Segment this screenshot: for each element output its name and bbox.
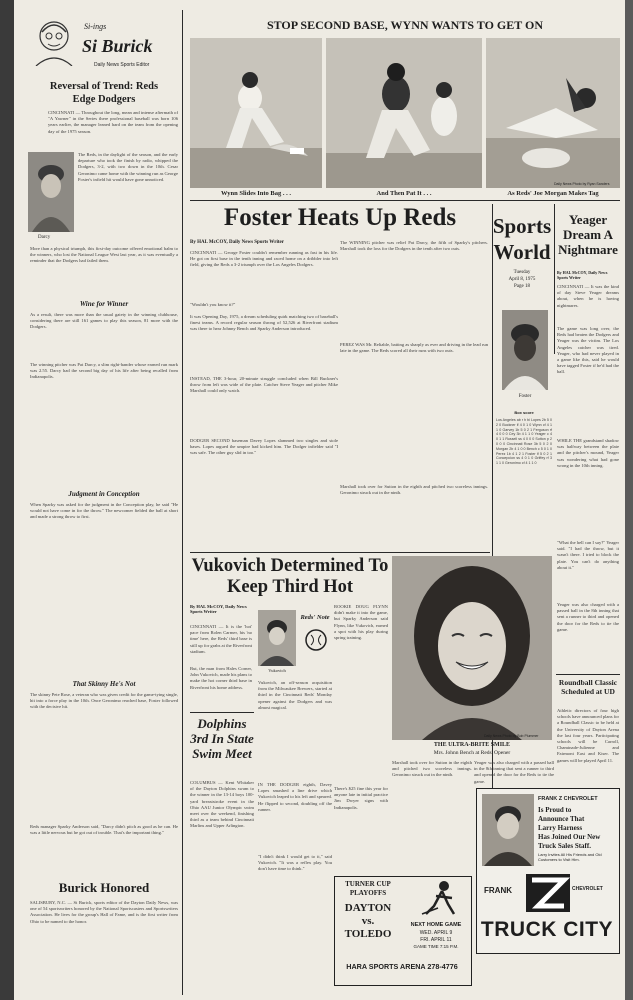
dolphins-rule [190,712,254,713]
vukovich-paragraph: But, the man from Hales Corner, John Vukovich, made his plans to make the hot corner third base in Riverfront his home address. [190,666,252,690]
honored-headline: Burick Honored [58,880,150,895]
roundball-headline: Roundball Classic Scheduled at UD [558,678,618,696]
yeager-paragraph: "What the hell can I say?" Yeager said. "I had the throw, but it wasn't there. I tried to block the plate. You can't do anything about it." [557,540,619,570]
vukovich-byline: By HAL McCOY, Daily News Sports Writer [190,604,247,614]
columnist-name: Si Burick [82,36,153,56]
morgan-photo [486,38,620,188]
truck-line5: Has Joined Our New [538,833,601,841]
box-score-title: Box score [514,410,534,415]
world-date2: April 8, 1975 [508,277,536,282]
box-score: Los Angeles ab r h bi Lopes 2b 5 0 2 0 Buckner lf 4 0 1 0 Wynn cf 4 1 1 0 Garvey 1b 5 0 2 1 Ferguson rf 4 0 0 0 Cey 3b 4 1 1 0 Yeager c 4 0 1 1 Russell ss 4 0 0 0 Sutton p 2 0 0 0 Cincinnati Rose 3b 5 0 2 0 Morgan 2b 4 1 0 0 Bench c 5 0 1 0 Perez 1b 4 1 2 1 Foster lf 5 0 2 1 Concepcion ss 4 0 1 0 Griffey rf 3 1 1 0 Geronimo cf 4 1 1 0 [496,418,552,466]
wynn-caption: Wynn Slides Into Bag . . . [220,190,291,197]
yeager-paragraph: Yeager was also charged with a passed ball in the 8th inning that sent a runner to third and opened the door for the Reds to tie the game. [557,602,619,632]
roundball-rule [556,674,620,675]
column-paragraph: More than a physical triumph, this first-day outcome offered emotional balm to the winners, who lost the National League West last year, as it was eventually a reminder that the Dodgers had failed them. [30,246,178,264]
foster-photo-caption: Foster [518,394,532,399]
truck-line1: FRANK Z CHEVROLET [538,796,598,802]
subhead-skinny: That Skinny He's Not [72,680,136,688]
columnist-sketch [28,14,80,66]
subhead-judgment: Judgment in Conception [68,490,140,498]
column-paragraph: When Sparky was asked for the judgment in the Conception play, he said "He would not have come in for the throw." The newcomer fielded the ball at short and made a strong throw to first. [30,502,178,520]
darcy-caption: Darcy [38,235,51,240]
column-divider [182,10,183,995]
column-headline: Reversal of Trend: Reds Edge Dodgers [49,81,159,105]
column-paragraph: CINCINNATI — Throughout the long, mean and intense aftermath of "A Yawner" in the Series there professional baseball was born 106 years earlier, the manager leaned hard on the team from the opening day of the 1975 season. [48,110,178,134]
bench-photo-credit: Daily News Photo by Bob Plummer [484,734,539,738]
dolphins-headline: Dolphins 3rd In State Swim Meet [190,716,254,761]
columnist-role: Daily News Sports Editor [94,62,150,68]
larry-harness-photo [482,794,534,866]
yeager-paragraph: CINCINNATI — It was the kind of day Steve Yeager dreams about, when he is having nightmares. [557,284,619,308]
foster-paragraph: DODGER SECOND baseman Davey Lopes slammed two singles and stole bases. Lopes argued the umpire had kicked him. The Dodger infielder said "I was safe. The other guy slid in too." [190,438,338,456]
foster-byline: By HAL McCOY, Daily News Sports Writer [190,240,284,245]
bench-smile-photo [392,556,552,740]
yeager-headline: Yeager Dream A Nightmare [558,212,618,257]
truck-city-name: TRUCK CITY [480,918,614,941]
foster-headline: Foster Heats Up Reds [223,204,457,231]
foster-paragraph: Marshall took over for Sutton in the eighth and pitched two scoreless innings. Geronimo struck out in the ninth. [340,484,488,496]
truck-brand-right: CHEVROLET [572,886,603,892]
hockey-player-icon [414,878,464,916]
subhead-wine: Wine for Winner [79,300,129,308]
column-kicker: Si-ings [84,22,107,31]
turner-date: WED. APRIL 9 [419,930,453,936]
pat-photo [326,38,482,188]
vukovich-headline: Vukovich Determined To Keep Third Hot [191,556,389,597]
vukovich-paragraph: There's $25 fine this year for anyone late in initial practice Jim Dwyer signs with Indianapolis. [334,786,388,810]
turner-line1: TURNER CUP [345,880,391,888]
newspaper-page [14,0,625,1000]
truck-line6: Truck Sales Staff. [538,842,591,850]
smile-caption-name: Mrs. Johnn Bench at Reds' Opener [433,750,511,756]
turner-date2: FRI. APRIL 11 [420,937,452,943]
vukovich-paragraph: IN THE DODGER eighth, Davey Lopes smashed a line drive which Vukovich leaped to his left and speared. He flipped to second, doubling off the runner. [258,782,332,812]
truck-line4: Larry Harness [538,824,583,832]
morgan-caption: As Reds' Joe Morgan Makes Tag [507,190,599,197]
reds-note-label: Reds' Note [300,614,330,621]
truck-line3: Announce That [538,815,585,823]
vukovich-paragraph: ROOKIE DOUG FLYNN didn't make it into the game, but Sparky Anderson said Flynn, like Vukovich, earned a spot with his play during spring training. [334,604,388,641]
column-paragraph: Reds manager Sparky Anderson said, "Darcy didn't pitch as good as he can. He was a little nervous but he got out of trouble. That's the important thing." [30,824,178,836]
column-paragraph: The winning pitcher was Pat Darcy, a slim right-hander whose earned run mark was 2.55. Darcy had the second big day of his life after being recalled from Indianapolis. [30,362,178,380]
vukovich-paragraph: CINCINNATI — It is the 'hot' pace from Rolen Carmer, his 'no time' here, the Reds' third base is still up for grabs at the Riverfront stadium. [190,624,252,654]
banner-headline: STOP SECOND BASE, WYNN WANTS TO GET ON [266,18,544,32]
world-title-bottom: World [493,240,551,264]
honored-text: SALISBURY, N.C. — Si Burick, sports editor of the Dayton Daily News, was one of 54 sportswriters honored by the National Sportscasters and Sportswriters Association. He lives for the group's Hall of Fame, and is the first writer from Ohio to be named to the honor. [30,900,178,924]
truck-line7: Larry Invites All His Friends and Old Customers to Visit Him. [538,852,602,862]
yeager-divider [554,204,555,354]
page-edge [0,0,14,1000]
vukovich-paragraph: "I didn't think I would get to it," said Vukovich. "It was a reflex play. You don't have time to think." [258,854,332,872]
roundball-text: Athletic directors of four high schools have announced plans for a Roundball Classic to be held at the University of Dayton Arena the last four years. Participating schools will be Carroll, Chaminade-Julienne and Fairmont East and Kiser. The games will be played April 11. [557,708,619,763]
reds-logo-icon [304,628,328,652]
foster-photo [502,310,548,390]
foster-paragraph: "Wouldn't you know it?" [190,302,236,307]
truck-brand-left: FRANK [484,886,512,895]
truck-line2: Is Proud to [538,806,572,814]
world-date3: Page 18 [514,284,530,289]
foster-paragraph: It was Opening Day, 1975, a dream scheduling quirk matching two of baseball's finest teams. A record regular season throng of 52,526 at Riverfront stadium was there to hear Johnny Bench and Sparky Anderson introduced. [190,314,338,332]
wynn-photo [190,38,322,188]
turner-venue: HARA SPORTS ARENA 278-4776 [346,962,458,971]
darcy-photo [28,152,74,232]
smile-caption-title: THE ULTRA-BRITE SMILE [433,742,511,748]
column-paragraph: The skinny Pete Rose, a veteran who was given credit for the game-tying single, hit into a force play in the 10th. Once Geronimo reached base, Foster followed with the decisive hit. [30,692,178,710]
vukovich-extra-text: Marshall took over for Sutton in the eighth and pitched two scoreless innings. Geronimo struck out in the ninth. [392,760,472,778]
foster-paragraph: PEREZ WAS Mr. Reliable, batting as sharply as ever and driving in the lead run late in the game. The Reds scored all their runs with two outs. [340,342,488,354]
foster-rule [190,552,490,553]
yeager-byline: By HAL McCOY, Daily News Sports Writer [557,270,608,280]
vukovich-insert-photo [258,610,296,666]
turner-time: GAME TIME 7:15 P.M. [413,944,459,949]
foster-paragraph: The WINNING pitcher was relief Pat Darcy, the fifth of Sparky's pitchers. Marshall took the loss for the Dodgers in the tenth after two outs. [340,240,488,252]
vukovich-paragraph: Vukovich, an off-season acquisition from the Milwaukee Brewers, started at third in the Cincinnati Reds' Monday opener against the Dodgers and was almost magical. [258,680,332,710]
world-title-top: Sports [492,214,552,238]
column-paragraph: The Reds, in the daylight of the season, and the early departure who took the finish by radio, whipped the Dodgers, 3-2, with two down in the 10th. Cesar Geronimo came home with the winning run as George Foster's infield hit would have gone unnoticed. [78,152,178,182]
yeager-paragraph: WHILE THE grandstand shadow was halfway between the plate and the pitcher's mound, Yeager was wondering what had gone wrong in the 10th inning. [557,438,619,468]
dolphins-text: COLUMBUS — Kent Whitaker of the Dayton Dolphins swam to the winner in the 13-14 boys 100-yard breaststroke event in the Ohio AAU Junior Olympic swim meet over the weekend, finishing third as a team behind Cincinnati Marlins and Upper Arlington. [190,780,254,829]
turner-teams: DAYTON vs. TOLEDO [344,902,392,940]
column-paragraph: As a result, there was more than the usual gaiety in the winning clubhouse, considering there are still 161 games to play this season, 81 more with the Dodgers. [30,312,178,330]
foster-paragraph: INSTEAD, THE 3-hour, 20-minute struggle concluded when Bill Buckner's throw from left was wide of the plate. Catcher Steve Yeager and pitcher Mike Marshall could only watch. [190,376,338,394]
photo-rule [190,200,620,201]
yeager-paragraph: The game was long over, the Reds had beaten the Dodgers and Yeager was the victim. The Los Angeles catcher was tired. Yeager, who had never played in a game like this, said he would have tagged Foster if he'd had the ball. [557,326,619,375]
turner-next: NEXT HOME GAME [410,922,462,928]
turner-line2: PLAYOFFS [349,889,387,897]
vukovich-extra-text: Yeager was also charged with a passed ball in the 8th inning that sent a runner to third and opened the door for the Reds to tie the game. [474,760,554,784]
photo-credit: Daily News Photo by Ryan Sanders [554,182,610,186]
foster-paragraph: CINCINNATI — George Foster couldn't remember running as fast in his life. He got on first base in the tenth inning and raced home on a dribbler into left field, giving the Reds a 3-2 triumph over the Los Angeles Dodgers. [190,250,338,268]
pat-caption: And Then Pat It . . . [376,190,432,197]
world-date1: Tuesday [513,270,531,275]
vukovich-insert-caption: Vukovich [268,668,286,673]
